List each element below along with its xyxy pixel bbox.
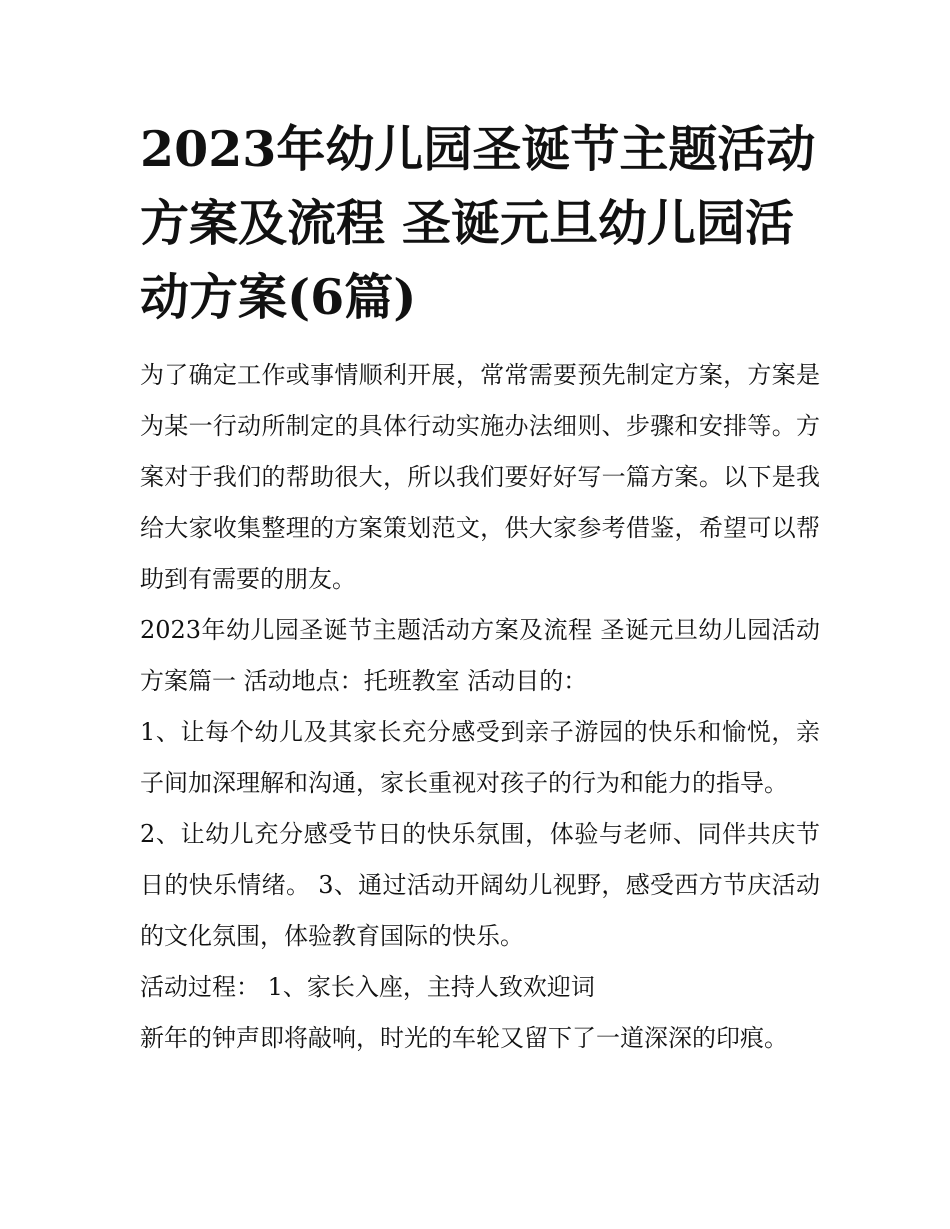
paragraph-new-year: 新年的钟声即将敲响，时光的车轮又留下了一道深深的印痕。 <box>140 1024 788 1052</box>
paragraph-goal-1: 1、让每个幼儿及其家长充分感受到亲子游园的快乐和愉悦，亲子间加深理解和沟通，家长重视对孩子的行为和能力的指导。 <box>140 718 820 797</box>
document-page <box>140 112 820 1064</box>
paragraph-process: 活动过程： 1、家长入座，主持人致欢迎词 <box>140 973 595 1001</box>
paragraph-intro: 为了确定工作或事情顺利开展，常常需要预先制定方案，方案是为某一行动所制定的具体行动实施办法细则、步骤和安排等。方案对于我们的帮助很大，所以我们要好好写一篇方案。以下是我给大家收集整理的方案策划范文，供大家参考借鉴，希望可以帮助到有需要的朋友。 <box>140 361 820 593</box>
document-title: 2023年幼儿园圣诞节主题活动方案及流程 圣诞元旦幼儿园活动方案(6篇) <box>140 120 816 326</box>
document-body <box>140 350 820 1064</box>
paragraph-goal-2-3: 2、让幼儿充分感受节日的快乐氛围，体验与老师、同伴共庆节日的快乐情绪。 3、通过活动开阔幼儿视野，感受西方节庆活动的文化氛围，体验教育国际的快乐。 <box>140 820 820 950</box>
paragraph-section-one: 2023年幼儿园圣诞节主题活动方案及流程 圣诞元旦幼儿园活动方案篇一 活动地点：托班教室 活动目的： <box>140 616 820 695</box>
